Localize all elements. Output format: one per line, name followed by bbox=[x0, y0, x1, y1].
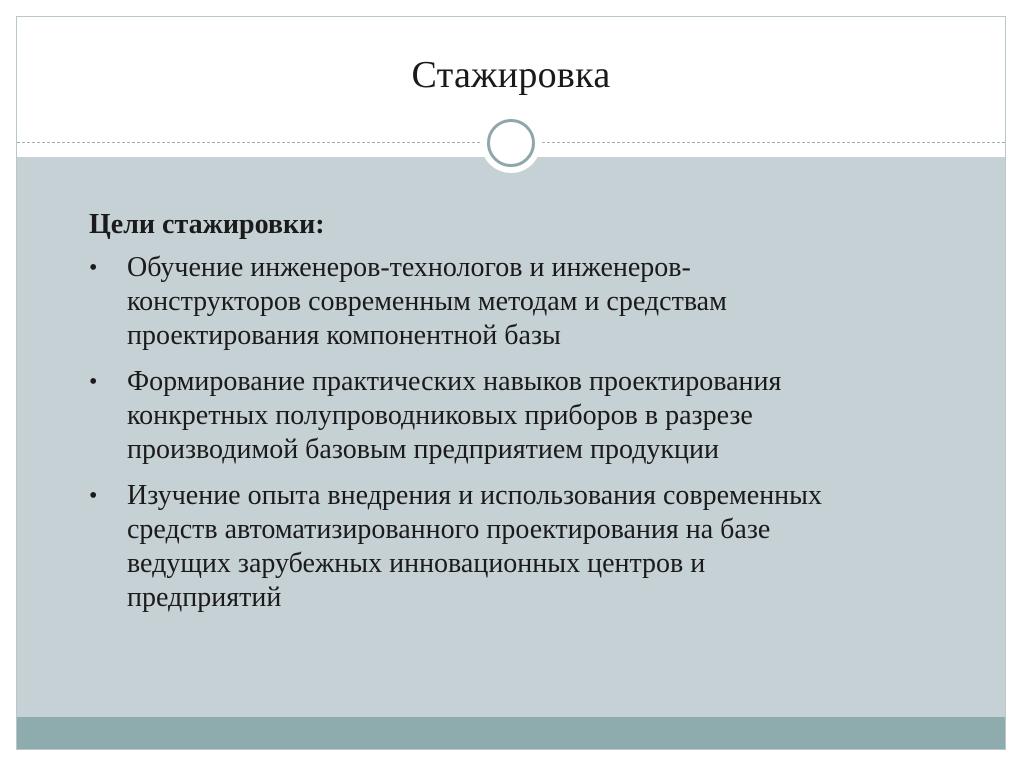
bullet-line: производимой базовым предприятием продукции bbox=[127, 434, 719, 465]
slide bbox=[16, 16, 1006, 750]
bullet-item bbox=[89, 365, 979, 467]
bullet-line: Формирование практических навыков проектирования bbox=[127, 366, 782, 397]
bullet-line: конкретных полупроводниковых приборов в разрезе bbox=[127, 400, 753, 431]
bullet-line: средств автоматизированного проектирования на базе bbox=[127, 514, 771, 545]
bullet-item bbox=[89, 251, 979, 353]
circle-ornament-icon bbox=[481, 113, 541, 173]
ornament-ring bbox=[487, 119, 535, 167]
slide-title: Стажировка bbox=[411, 54, 611, 96]
subheading: Цели стажировки: bbox=[89, 209, 325, 240]
bullet-line: предприятий bbox=[127, 582, 282, 613]
bullet-line: ведущих зарубежных инновационных центров и bbox=[127, 548, 706, 579]
footer-bar bbox=[17, 717, 1005, 750]
bullet-dot-icon: • bbox=[89, 483, 98, 509]
slide-body bbox=[89, 207, 979, 627]
bullet-dot-icon: • bbox=[89, 255, 98, 281]
bullet-dot-icon: • bbox=[89, 369, 98, 395]
bullet-line: Обучение инженеров-технологов и инженеров- bbox=[127, 252, 691, 283]
bullet-line: проектирования компонентной базы bbox=[127, 320, 561, 351]
bullet-list bbox=[89, 251, 979, 615]
bullet-item bbox=[89, 479, 979, 615]
bullet-line: Изучение опыта внедрения и использования современных bbox=[127, 480, 822, 511]
bullet-line: конструкторов современным методам и средствам bbox=[127, 286, 727, 317]
